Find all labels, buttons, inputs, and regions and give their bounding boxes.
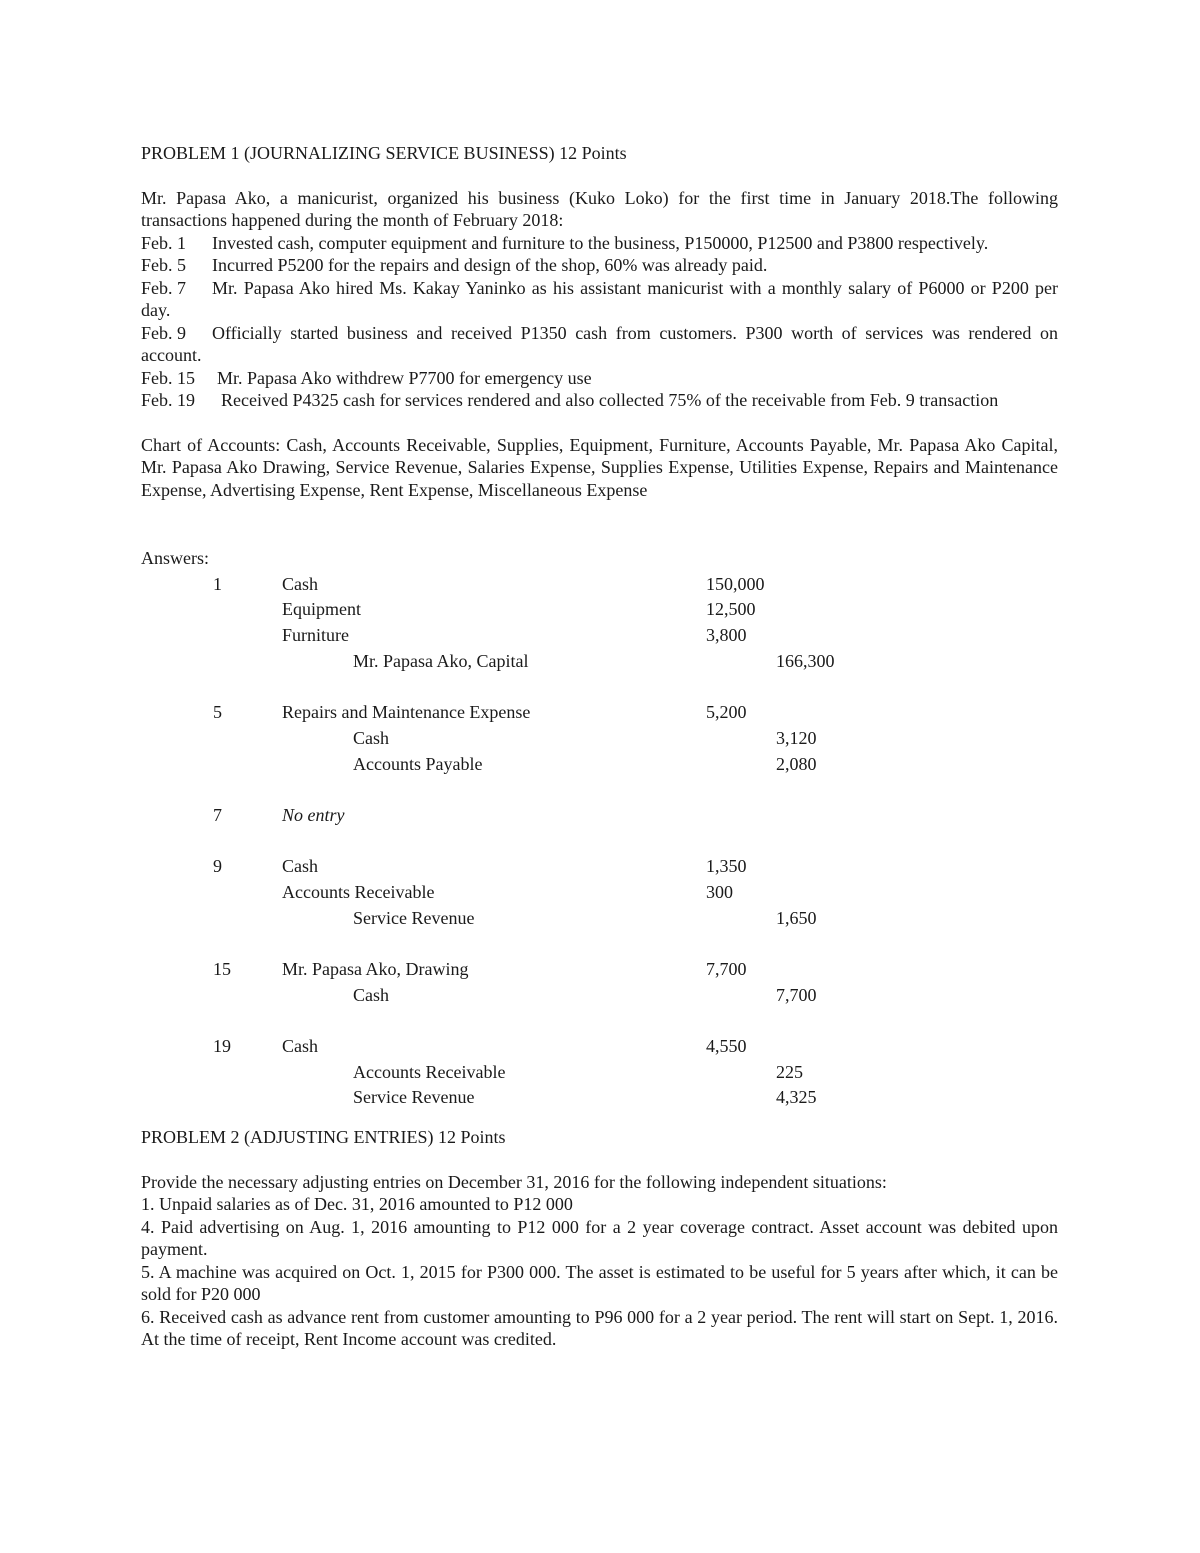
debit-amount: 300: [706, 881, 733, 902]
transaction-date: Feb. 1: [141, 232, 186, 253]
entry-number: 5: [213, 702, 222, 723]
credit-amount: 2,080: [776, 753, 817, 774]
spacer: [141, 778, 1058, 804]
transaction-date: Feb. 9: [141, 322, 186, 343]
debit-amount: 1,350: [706, 856, 747, 877]
problem2-title: PROBLEM 2 (ADJUSTING ENTRIES) 12 Points: [141, 1127, 506, 1148]
journal-line: [141, 907, 1058, 933]
debit-amount: 3,800: [706, 625, 747, 646]
account-name: Service Revenue: [353, 1087, 475, 1108]
spacer: [141, 1009, 1058, 1035]
chart-of-accounts: Chart of Accounts: Cash, Accounts Receivable, Supplies, Equipment, Furniture, Accounts Payable, Mr. Papasa Ako Capital, Mr. Papasa Ako Drawing, Service Revenue, Salaries Expense, Supplies Expense, Utilities Expense, Repairs and Maintenance Expense, Advertising Expense, Rent Expense, Miscellaneous Expense: [141, 434, 1058, 500]
transaction-date: Feb. 7: [141, 277, 186, 298]
journal-line: [141, 650, 1058, 676]
debit-amount: 150,000: [706, 573, 765, 594]
transaction-date: Feb. 15: [141, 367, 195, 388]
transaction-text: Officially started business and received P1350 cash from customers. P300 worth of services was rendered on account.: [141, 322, 1058, 365]
journal-line: [141, 573, 1058, 599]
journal-line: [141, 1086, 1058, 1112]
spacer: [141, 932, 1058, 958]
journal-line: [141, 753, 1058, 779]
transaction-text: Mr. Papasa Ako hired Ms. Kakay Yaninko as his assistant manicurist with a monthly salary of P6000 or P200 per day.: [141, 277, 1058, 320]
credit-amount: 7,700: [776, 984, 817, 1005]
journal-line: [141, 804, 1058, 830]
credit-amount: 166,300: [776, 650, 835, 671]
credit-amount: 3,120: [776, 727, 817, 748]
document-content: [141, 142, 1058, 1351]
journal-line: [141, 855, 1058, 881]
answers-label-row: [141, 547, 1058, 573]
account-name: Accounts Receivable: [353, 1061, 506, 1082]
journal-line: [141, 727, 1058, 753]
account-name: Repairs and Maintenance Expense: [282, 702, 531, 723]
problem2-intro: Provide the necessary adjusting entries on December 31, 2016 for the following independent situations:: [141, 1171, 887, 1192]
spacer: [141, 412, 1058, 434]
journal-line: [141, 881, 1058, 907]
account-name: Cash: [353, 727, 389, 748]
journal-line: [141, 984, 1058, 1010]
problem1-title: PROBLEM 1 (JOURNALIZING SERVICE BUSINESS) 12 Points: [141, 143, 627, 163]
entry-number: 19: [213, 1036, 231, 1057]
debit-amount: 4,550: [706, 1036, 747, 1057]
no-entry-note: No entry: [282, 804, 345, 825]
account-name: Equipment: [282, 599, 361, 620]
transaction-list: [141, 232, 1058, 412]
journal-line: [141, 1035, 1058, 1061]
credit-amount: 4,325: [776, 1087, 817, 1108]
transaction-date: Feb. 5: [141, 255, 186, 275]
transaction-text: Invested cash, computer equipment and furniture to the business, P150000, P12500 and P3800 respectively.: [212, 232, 989, 253]
account-name: Cash: [353, 984, 389, 1005]
account-name: Cash: [282, 856, 318, 877]
credit-amount: 225: [776, 1061, 803, 1082]
account-name: Cash: [282, 573, 318, 594]
adjustment-item: 6. Received cash as advance rent from customer amounting to P96 000 for a 2 year period. The rent will start on Sept. 1, 2016. At the time of receipt, Rent Income account was credited.: [141, 1306, 1058, 1350]
journal-line: [141, 624, 1058, 650]
account-name: Accounts Receivable: [282, 881, 435, 902]
journal-line: [141, 1061, 1058, 1087]
transaction-item: [141, 232, 1058, 255]
answers-label: Answers:: [141, 548, 209, 568]
transaction-item: [141, 322, 1058, 367]
account-name: Furniture: [282, 625, 349, 646]
account-name: Mr. Papasa Ako, Drawing: [282, 959, 469, 979]
adjustment-item: 4. Paid advertising on Aug. 1, 2016 amounting to P12 000 for a 2 year coverage contract. Asset account was debited upon payment.: [141, 1216, 1058, 1260]
adjustment-item: 5. A machine was acquired on Oct. 1, 2015 for P300 000. The asset is estimated to be useful for 5 years after which, it can be sold for P20 000: [141, 1261, 1058, 1305]
spacer: [141, 675, 1058, 701]
entry-number: 9: [213, 856, 222, 877]
entry-number: 1: [213, 573, 222, 594]
adjustment-item: 1. Unpaid salaries as of Dec. 31, 2016 amounted to P12 000: [141, 1194, 573, 1215]
account-name: Mr. Papasa Ako, Capital: [353, 650, 529, 671]
debit-amount: 12,500: [706, 599, 756, 620]
journal-line: [141, 958, 1058, 984]
transaction-item: [141, 254, 1058, 277]
transaction-text: Incurred P5200 for the repairs and design of the shop, 60% was already paid.: [212, 255, 768, 275]
answers-section: [141, 547, 1058, 1112]
account-name: Accounts Payable: [353, 753, 483, 774]
transaction-item: [141, 277, 1058, 322]
entry-number: 15: [213, 959, 231, 979]
transaction-text: Received P4325 cash for services rendered and also collected 75% of the receivable from Feb. 9 transaction: [221, 390, 999, 410]
transaction-date: Feb. 19: [141, 390, 195, 410]
problem1-intro: Mr. Papasa Ako, a manicurist, organized his business (Kuko Loko) for the first time in January 2018.The following transactions happened during the month of February 2018:: [141, 187, 1058, 230]
debit-amount: 7,700: [706, 959, 747, 979]
debit-amount: 5,200: [706, 702, 747, 723]
entry-number: 7: [213, 804, 222, 825]
transaction-item: [141, 389, 1058, 412]
credit-amount: 1,650: [776, 907, 817, 928]
journal-line: [141, 598, 1058, 624]
spacer: [141, 830, 1058, 856]
account-name: Cash: [282, 1036, 318, 1057]
transaction-text: Mr. Papasa Ako withdrew P7700 for emergency use: [217, 367, 592, 388]
account-name: Service Revenue: [353, 907, 475, 928]
transaction-item: [141, 367, 1058, 390]
journal-line: [141, 701, 1058, 727]
